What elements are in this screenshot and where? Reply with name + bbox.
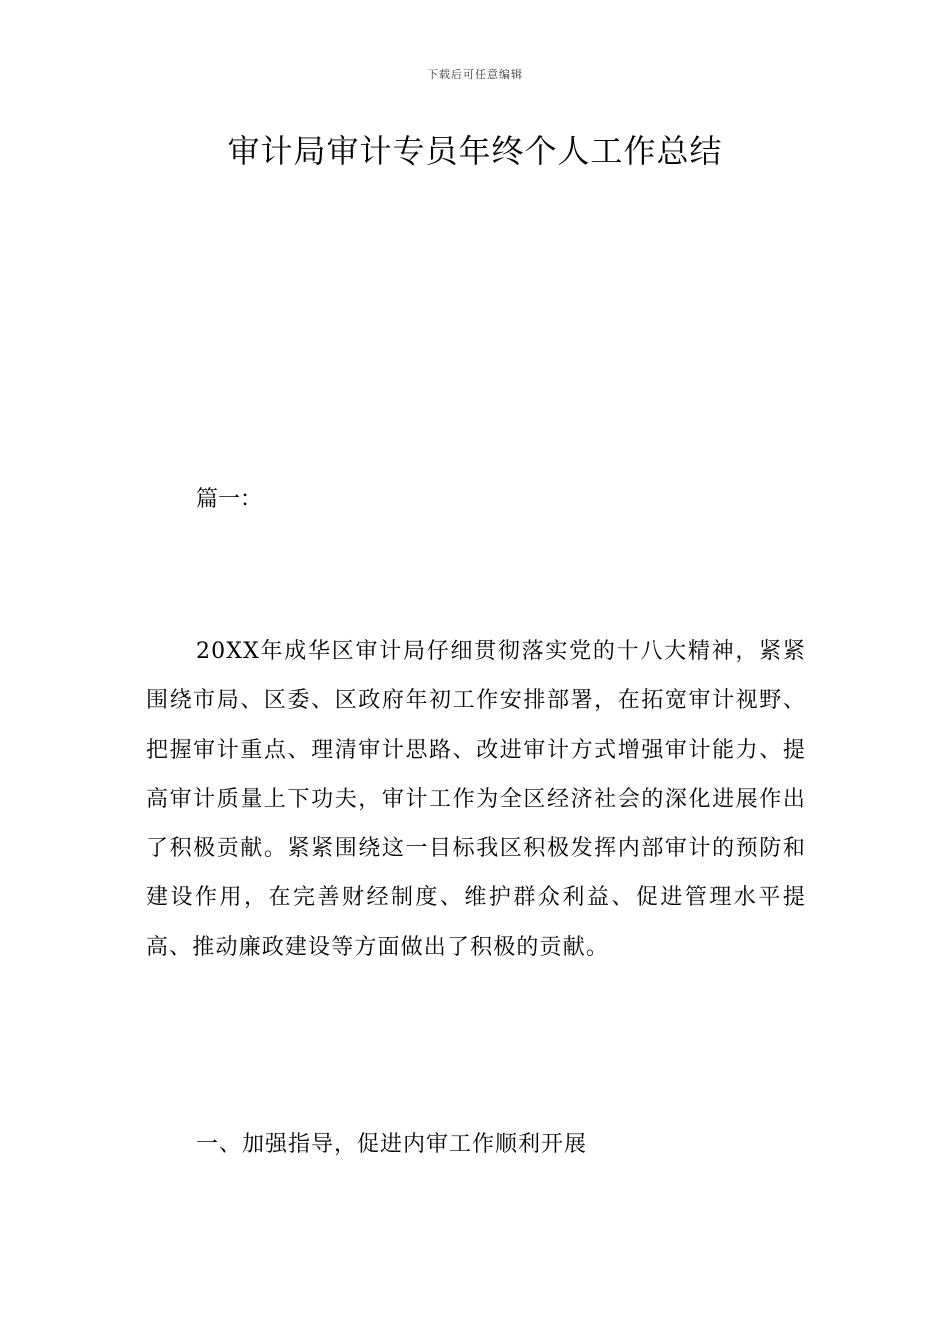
body-paragraph: 20XX年成华区审计局仔细贯彻落实党的十八大精神，紧紧围绕市局、区委、区政府年初工作安排部署，在拓宽审计视野、把握审计重点、理清审计思路、改进审计方式增强审计能力、提高审计质量上下功夫，审计工作为全区经济社会的深化进展作出了积极贡献。紧紧围绕这一目标我区积极发挥内部审计的预防和建设作用，在完善财经制度、维护群众利益、促进管理水平提高、推动廉政建设等方面做出了积极的贡献。 [146,639,806,960]
section-heading: 一、加强指导，促进内审工作顺利开展 [196,1132,588,1157]
section-label: 篇一： [196,487,263,512]
header-note: 下载后可任意编辑 [427,68,523,81]
document-title: 审计局审计专员年终个人工作总结 [227,132,723,170]
